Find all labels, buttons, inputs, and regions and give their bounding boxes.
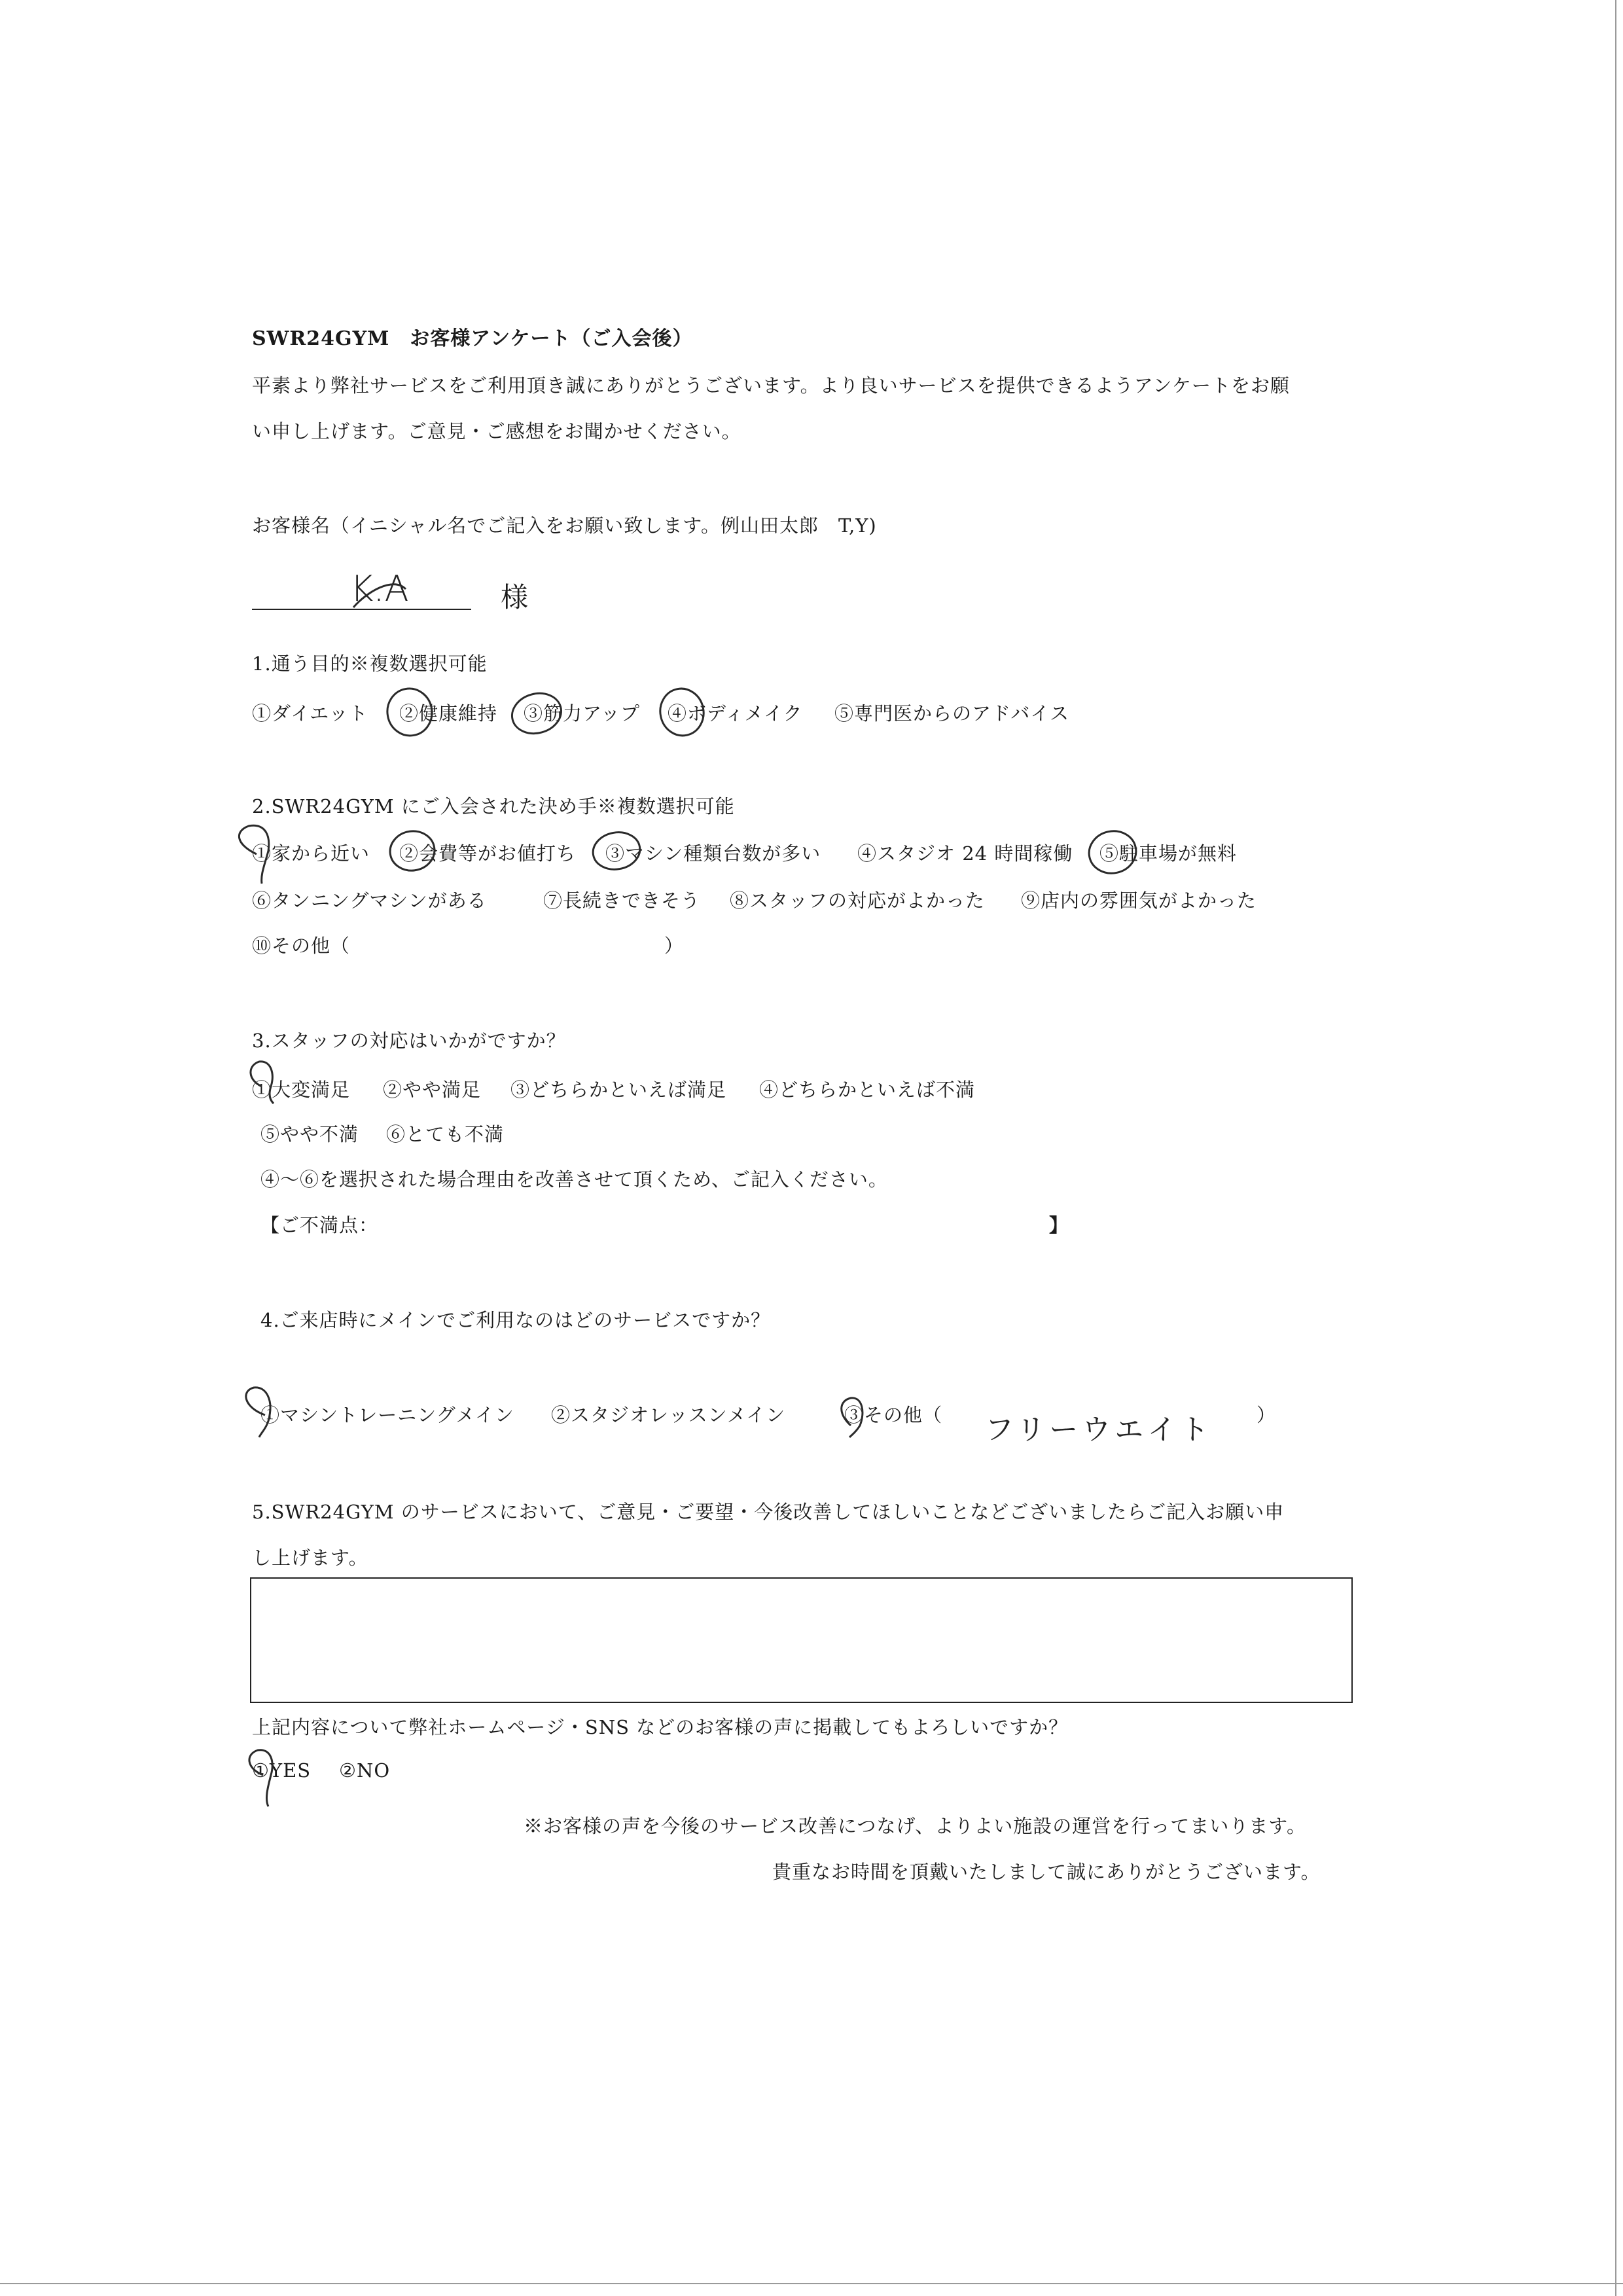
q3-option-rather-dissatisfied[interactable]: ④どちらかといえば不満 [759,1079,976,1101]
q1-option-diet[interactable]: ①ダイエット [252,702,368,725]
name-suffix: 様 [501,581,529,613]
intro-line-2: い申し上げます。ご意見・ご感想をお聞かせください。 [252,420,741,442]
q5-question-line-2: し上げます。 [252,1547,368,1569]
q4-other-handwritten[interactable]: フリーウエイト [985,1413,1213,1446]
q3-option-somewhat-dissatisfied[interactable]: ⑤やや不満 [260,1123,359,1145]
q3-option-very-satisfied[interactable]: ①大変満足 [252,1079,351,1101]
q1-option-health[interactable]: ②健康維持 [399,702,498,725]
publish-yes[interactable]: ①YES [252,1759,312,1782]
q3-option-very-dissatisfied[interactable]: ⑥とても不満 [386,1123,505,1145]
q2-option-fee[interactable]: ②会費等がお値打ち [399,842,577,865]
scan-edge-bottom [0,2283,1623,2284]
q2-option-continue[interactable]: ⑦長続きできそう [543,889,701,912]
q3-note: ④～⑥を選択された場合理由を改善させて頂くため、ご記入ください。 [260,1168,888,1191]
q2-option-near-home[interactable]: ①家から近い [252,842,370,865]
q2-question: 2.SWR24GYM にご入会された決め手※複数選択可能 [252,795,735,817]
name-underline [252,609,471,610]
q2-option-parking[interactable]: ⑤駐車場が無料 [1099,842,1238,865]
intro-line-1: 平素より弊社サービスをご利用頂き誠にありがとうございます。より良いサービスを提供できるようアンケートをお願 [252,374,1290,397]
q2-other-label[interactable]: ⑩その他（ [252,935,351,957]
name-label: お客様名（イニシャル名でご記入をお願い致します。例山田太郎 T,Y) [252,514,877,537]
q4-option-machine[interactable]: ①マシントレーニングメイン [260,1404,514,1426]
name-handwritten[interactable]: K.A [350,568,409,609]
q4-question: 4.ご来店時にメインでご利用なのはどのサービスですか？ [260,1309,771,1331]
q1-option-doctor[interactable]: ⑤専門医からのアドバイス [834,702,1070,725]
closing-line-1: ※お客様の声を今後のサービス改善につなげ、よりよい施設の運営を行ってまいります。 [524,1815,1306,1837]
q4-other-label[interactable]: ③その他（ [844,1404,943,1426]
q5-question-line-1: 5.SWR24GYM のサービスにおいて、ご意見・ご要望・今後改善してほしいことなどございましたらご記入お願い申 [252,1501,1285,1523]
q2-option-staff[interactable]: ⑧スタッフの対応がよかった [730,889,986,912]
q2-option-tanning[interactable]: ⑥タンニングマシンがある [252,889,487,912]
closing-line-2: 貴重なお時間を頂戴いたしまして誠にありがとうございます。 [772,1861,1321,1883]
q3-option-rather-satisfied[interactable]: ③どちらかといえば満足 [510,1079,727,1101]
q1-option-bodymake[interactable]: ④ボディメイク [668,702,803,725]
q3-complaint-close: 】 [1049,1214,1069,1236]
scan-edge-right [1615,0,1616,2296]
q3-question: 3.スタッフの対応はいかがですか？ [252,1030,566,1052]
publish-question: 上記内容について弊社ホームページ・SNS などのお客様の声に掲載してもよろしいですか？ [252,1716,1069,1738]
q2-option-atmosphere[interactable]: ⑨店内の雰囲気がよかった [1021,889,1257,912]
q1-option-muscle[interactable]: ③筋力アップ [524,702,640,725]
q4-option-studio[interactable]: ②スタジオレッスンメイン [551,1404,786,1426]
q3-option-somewhat-satisfied[interactable]: ②やや満足 [383,1079,482,1101]
survey-title: SWR24GYM お客様アンケート（ご入会後） [252,327,693,350]
q1-question: 1.通う目的※複数選択可能 [252,653,488,675]
q2-option-studio24[interactable]: ④スタジオ 24 時間稼働 [857,842,1073,865]
q2-option-machines[interactable]: ③マシン種類台数が多い [605,842,821,865]
q2-other-close: ） [664,935,685,957]
q4-other-close: ） [1257,1404,1277,1426]
q5-comment-box[interactable] [250,1577,1353,1703]
publish-no[interactable]: ②NO [339,1759,391,1782]
q3-complaint-label[interactable]: 【ご不満点： [260,1214,379,1236]
